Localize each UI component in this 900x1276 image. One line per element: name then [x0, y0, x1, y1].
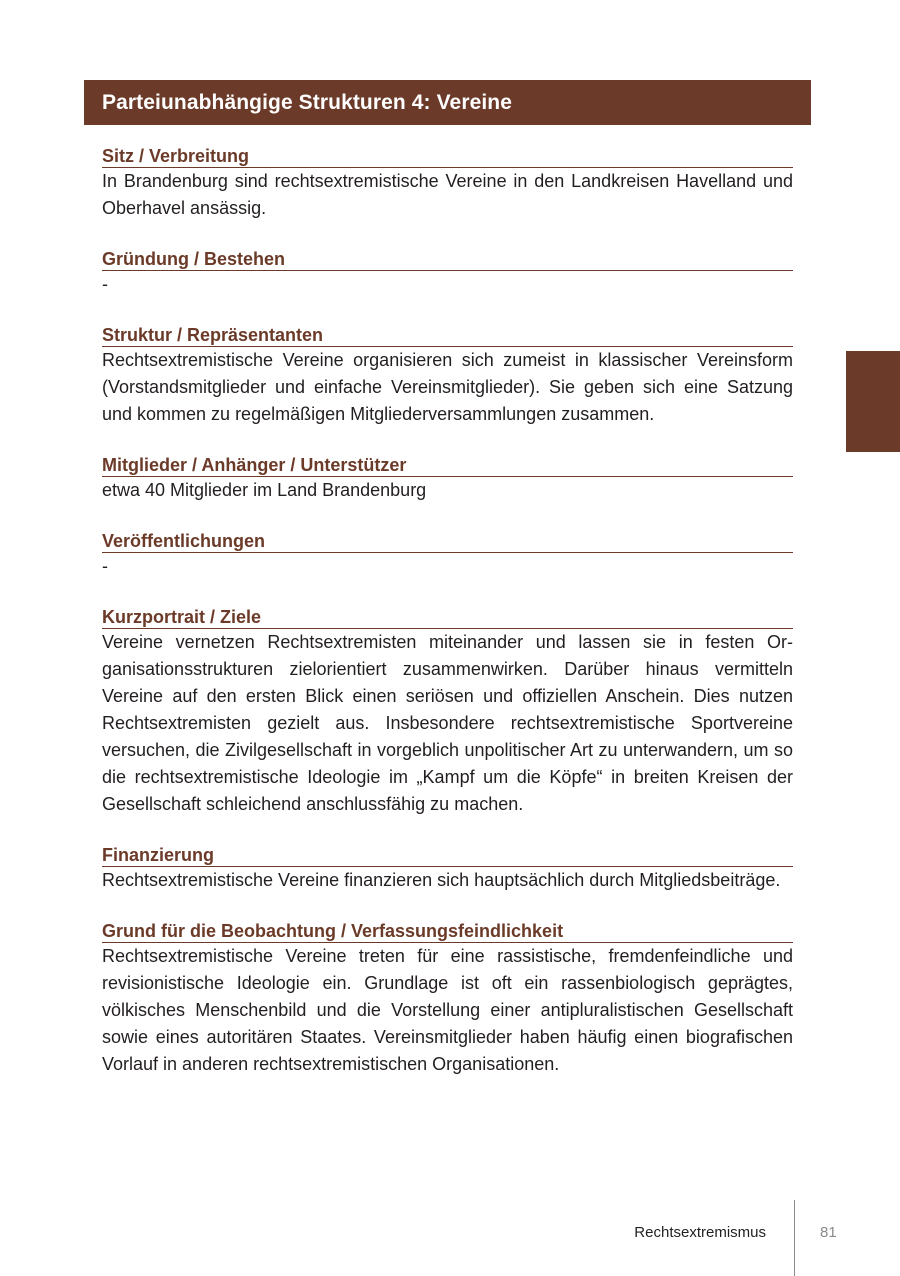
section-heading: Kurzportrait / Ziele [102, 606, 793, 629]
section-heading: Mitglieder / Anhänger / Unterstützer [102, 454, 793, 477]
section-kurzportrait-ziele [102, 606, 793, 818]
section-grund-beobachtung [102, 920, 793, 1078]
chapter-tab-marker [846, 351, 900, 452]
section-veroeffentlichungen [102, 530, 793, 580]
section-sitz-verbreitung [102, 145, 793, 222]
page-title-bar [84, 80, 811, 125]
footer-divider [794, 1200, 795, 1276]
page-number: 81 [820, 1224, 837, 1241]
section-text: Vereine vernetzen Rechtsextremisten miteinander und lassen sie in festen Organisationsstrukturen zielorientiert zusammenwirken. Darüber hinaus vermitteln Vereine auf den ersten Blick einen seriösen und offiziellen Anschein. Dies nutzen Rechtsextremisten gezielt aus. Insbesondere rechtsextremistische Sportvereine versuchen, die Zivilgesellschaft in vorgeblich unpolitischer Art zu unterwandern, um so die rechtsextremistische Ideologie im „Kampf um die Köpfe“ in breiten Kreisen der Gesellschaft schleichend anschlussfähig zu machen. [102, 632, 793, 814]
page-title: Parteiunabhängige Strukturen 4: Vereine [102, 90, 513, 114]
section-gruendung-bestehen [102, 248, 793, 298]
document-body [102, 145, 793, 1104]
section-text: In Brandenburg sind rechtsextremistische Vereine in den Landkreisen Havelland und Oberhavel ansässig. [102, 171, 793, 218]
section-heading: Grund für die Beobachtung / Verfassungsfeindlichkeit [102, 920, 793, 943]
section-heading: Struktur / Repräsentanten [102, 324, 793, 347]
footer-chapter-label: Rechtsextremismus [634, 1224, 766, 1241]
section-heading: Gründung / Bestehen [102, 248, 793, 271]
section-heading: Veröffentlichungen [102, 530, 793, 553]
section-text: - [102, 556, 108, 576]
section-struktur-repraesentanten [102, 324, 793, 428]
section-text: etwa 40 Mitglieder im Land Brandenburg [102, 480, 427, 500]
section-finanzierung [102, 844, 793, 894]
page-footer [0, 1200, 900, 1276]
section-text: - [102, 274, 108, 294]
section-text: Rechtsextremistische Vereine treten für eine rassistische, fremdenfeindliche und revisionistische Ideologie ein. Grundlage ist oft ein rassenbiologisch geprägtes, völkisches Menschenbild und die Vorstellung einer antipluralistischen Gesellschaft sowie eines autoritären Staates. Vereinsmitglieder haben häufig einen biografischen Vorlauf in anderen rechtsextremistischen Organisationen. [102, 946, 793, 1074]
section-mitglieder [102, 454, 793, 504]
section-text: Rechtsextremistische Vereine finanzieren sich hauptsächlich durch Mitgliedsbeiträge. [102, 870, 781, 890]
section-heading: Finanzierung [102, 844, 793, 867]
section-text: Rechtsextremistische Vereine organisieren sich zumeist in klassischer Vereinsform (Vorstandsmitglieder und einfache Vereinsmitglieder). Sie geben sich eine Satzung und kommen zu regelmäßigen Mitgliederversammlungen zusammen. [102, 350, 793, 424]
section-heading: Sitz / Verbreitung [102, 145, 793, 168]
